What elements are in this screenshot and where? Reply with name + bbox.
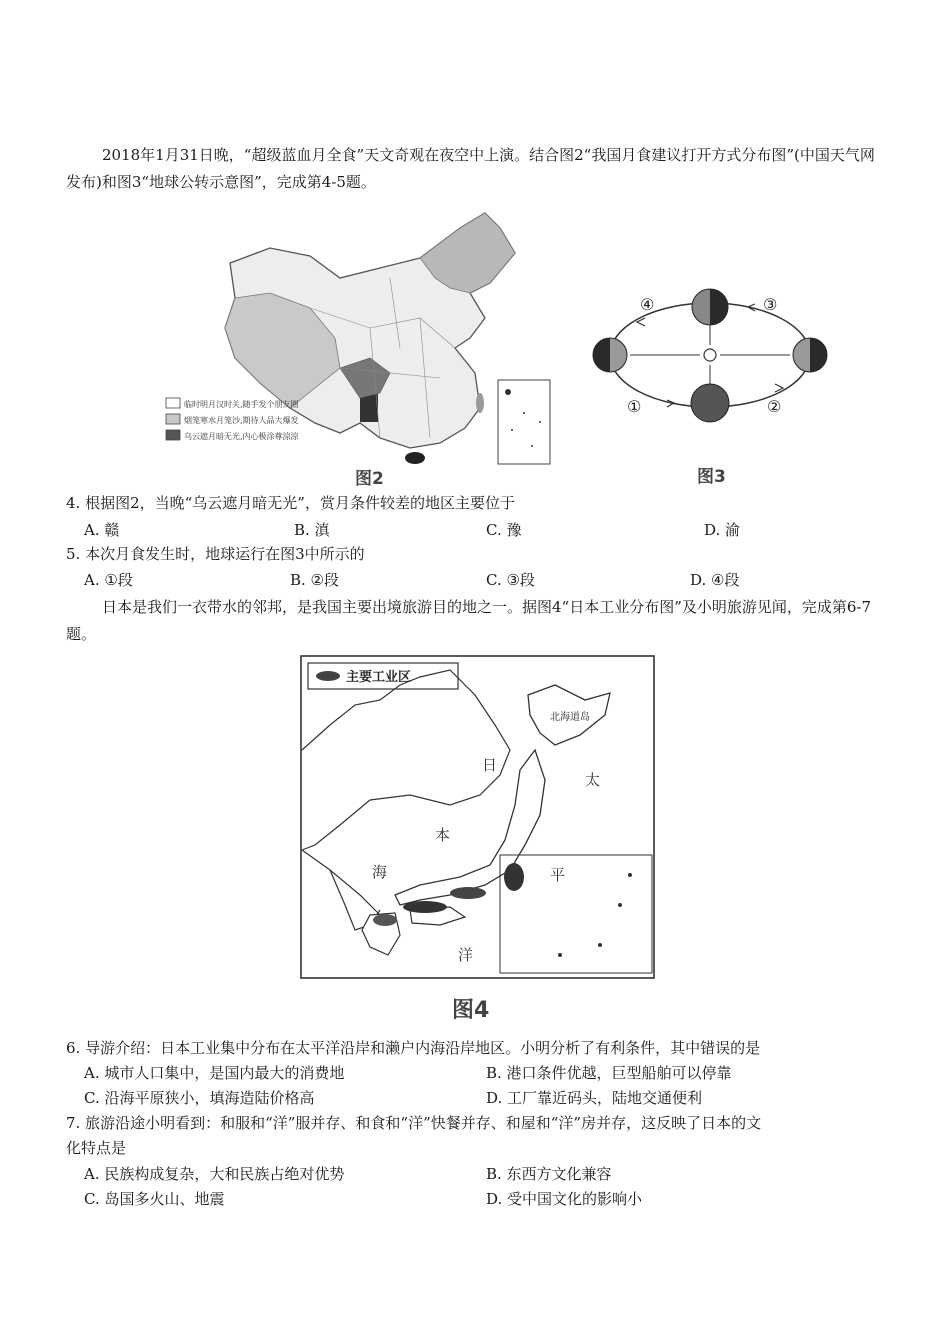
hokkaido-label: 北海道岛	[550, 712, 590, 723]
q4-option-d[interactable]: D. 渝	[704, 521, 741, 539]
figure-4-caption: 图4	[452, 998, 490, 1023]
segment-label-2: ②	[767, 397, 782, 416]
segment-label-4: ④	[640, 295, 655, 314]
q6-option-b[interactable]: B. 港口条件优越，巨型船舶可以停靠	[486, 1064, 732, 1082]
q5-option-b[interactable]: B. ②段	[290, 571, 340, 589]
q6-option-a[interactable]: A. 城市人口集中，是国内最大的消费地	[84, 1064, 345, 1082]
q4-option-c[interactable]: C. 豫	[486, 521, 522, 539]
intro-paragraph-1: 2018年1月31日晚，“超级蓝血月全食”天文奇观在夜空中上演。结合图2“我国月食建议打开方式分布图”(中国天气网发布)和图3“地球公转示意图”，完成第4-5题。	[66, 146, 875, 191]
industrial-zone-symbol	[316, 671, 340, 681]
q5-option-d[interactable]: D. ④段	[690, 571, 740, 589]
hainan-island	[405, 452, 425, 464]
question-7-stem-line-2: 化特点是	[66, 1139, 127, 1157]
earth-left	[593, 338, 627, 372]
q6-option-c[interactable]: C. 沿海平原狭小，填海造陆价格高	[84, 1089, 315, 1107]
q5-option-c[interactable]: C. ③段	[486, 571, 535, 589]
figure-3-caption: 图3	[697, 467, 726, 487]
question-4-stem: 4. 根据图2，当晚“乌云遮月暗无光”，赏月条件较差的地区主要位于	[66, 494, 515, 512]
segment-label-1: ①	[627, 397, 642, 416]
legend-item-3: 乌云遮月暗无光,内心极涂尊涼涼	[184, 432, 299, 441]
figure-4-japan-map	[300, 655, 655, 980]
q6-option-d[interactable]: D. 工厂靠近码头，陆地交通便利	[486, 1089, 703, 1107]
intro-paragraph-2: 日本是我们一衣带水的邻邦，是我国主要出境旅游目的地之一。据图4“日本工业分布图”及小明旅游见闻，完成第6-7题。	[66, 598, 872, 643]
q4-option-a[interactable]: A. 赣	[84, 521, 120, 539]
ocean-label-ping: 平	[550, 866, 566, 884]
q7-option-c[interactable]: C. 岛国多火山、地震	[84, 1190, 225, 1208]
industrial-zone-chukyo	[450, 887, 486, 899]
sea-label-hai: 海	[372, 863, 388, 881]
question-7-stem-line-1: 7. 旅游沿途小明看到：和服和“洋”服并存、和食和“洋”快餐并存、和屋和“洋”房并存，这反映了日本的文	[66, 1114, 762, 1132]
q7-option-d[interactable]: D. 受中国文化的影响小	[486, 1190, 643, 1208]
q7-option-b[interactable]: B. 东西方文化兼容	[486, 1165, 612, 1183]
ocean-label-tai: 太	[585, 771, 601, 789]
q4-option-b[interactable]: B. 滇	[294, 521, 330, 539]
question-6-stem: 6. 导游介绍：日本工业集中分布在太平洋沿岸和濑户内海沿岸地区。小明分析了有利条件，其中错误的是	[66, 1039, 761, 1057]
figure-3-orbit-diagram	[585, 282, 835, 442]
q7-option-a[interactable]: A. 民族构成复杂，大和民族占绝对优势	[84, 1165, 345, 1183]
figure-2-legend	[166, 398, 300, 441]
sun-icon	[704, 349, 716, 361]
legend-item-1: 临时明月汉时关,随手发个朋友圈	[184, 400, 299, 409]
earth-right	[793, 338, 827, 372]
industrial-zone-keihin	[504, 863, 524, 891]
sea-label-ri: 日	[482, 756, 498, 774]
ocean-label-yang: 洋	[458, 946, 474, 964]
industrial-zone-hanshin	[403, 901, 447, 913]
earth-top	[692, 289, 728, 325]
segment-label-3: ③	[763, 295, 778, 314]
legend-item-2: 烟笼寒水月笼沙,期待人品大爆发	[184, 416, 299, 425]
sea-label-ben: 本	[435, 826, 451, 844]
question-5-stem: 5. 本次月食发生时，地球运行在图3中所示的	[66, 545, 365, 563]
industrial-zone-kitakyushu	[373, 914, 397, 926]
figure-2-china-map	[140, 208, 560, 488]
legend-label: 主要工业区	[346, 670, 412, 685]
q5-option-a[interactable]: A. ①段	[84, 571, 133, 589]
figure-2-caption: 图2	[355, 469, 384, 489]
earth-bottom	[691, 384, 729, 422]
